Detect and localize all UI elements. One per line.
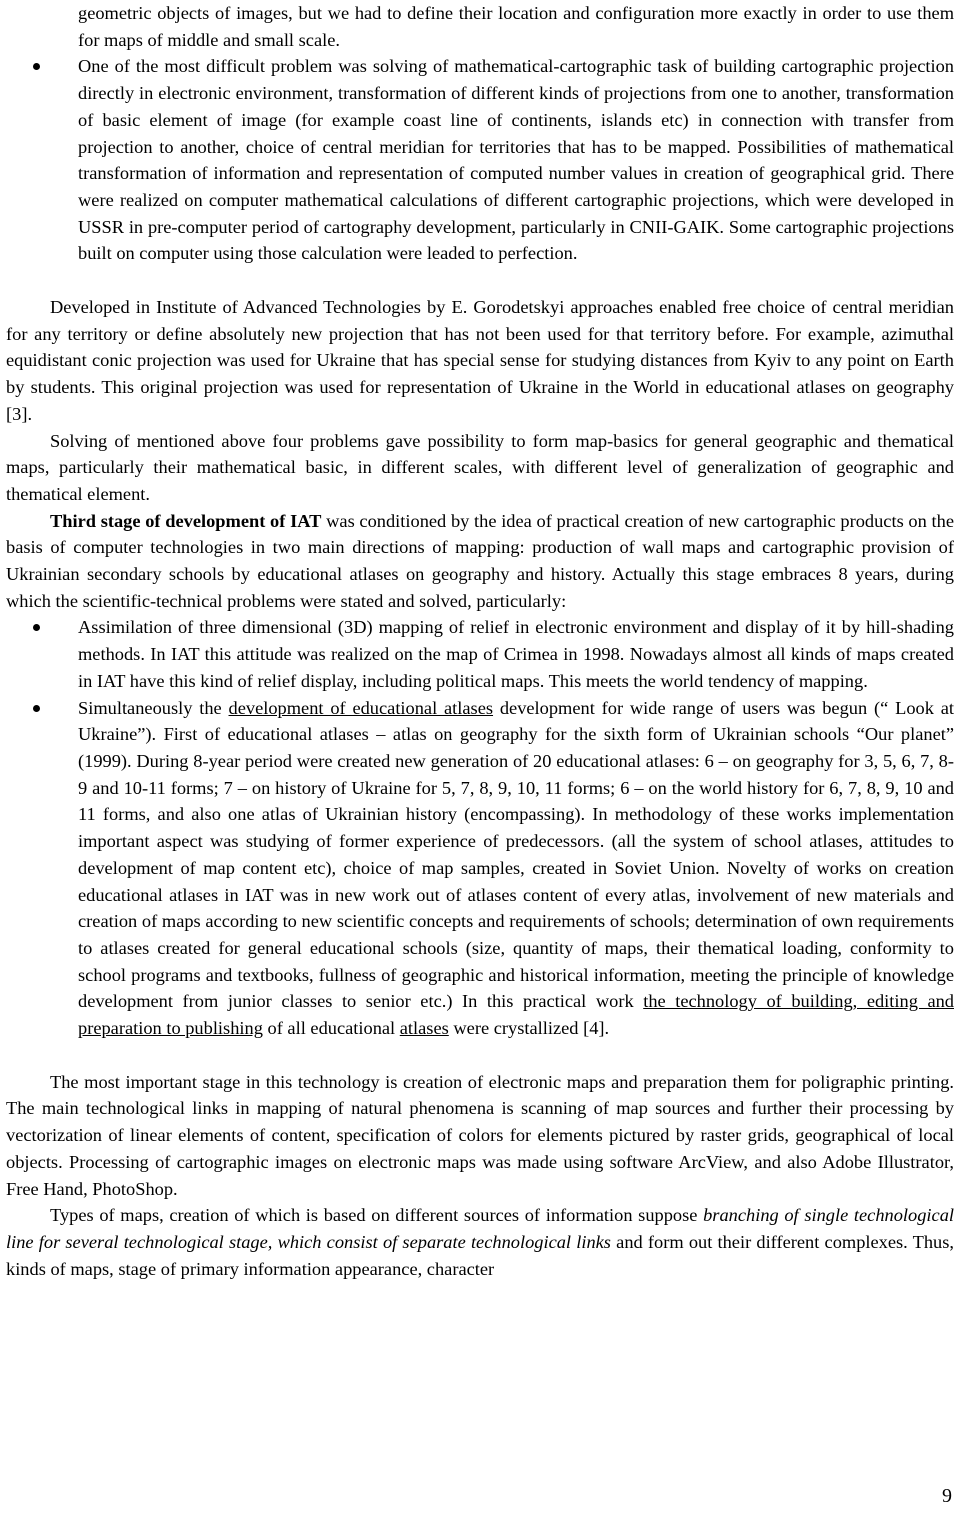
paragraph-continuation: geometric objects of images, but we had to define their location and configuration more exactly in order to use them for maps of middle and small scale. — [78, 3, 954, 50]
paragraph-gorodetskyi: Developed in Institute of Advanced Technologies by E. Gorodetskyi approaches enabled free choice of central meridian for any territory or define absolutely new projection that has not been used for that territory before. For example, azimuthal equidistant conic projection was used for Ukraine that has special sense for studying distances from Kyiv to any point on Earth by students. This original projection was used for representation of Ukraine in the World in educational atlases on geography [3]. — [6, 297, 954, 424]
underlined-phrase: the technology of building, editing and preparation to publishing — [78, 991, 954, 1039]
paragraph-text-part: Types of maps, creation of which is based on different sources of information suppose — [50, 1205, 704, 1226]
bullet-text: Assimilation of three dimensional (3D) mapping of relief in electronic environment and display of it by hill-shading methods. In IAT this attitude was realized on the map of Crimea in 1998. Nowadays almost all kinds of maps created in IAT have this kind of relief display, including political maps. This meets the world tendency of mapping. — [78, 617, 954, 691]
bullet-text-part: of all educational — [262, 1018, 400, 1039]
underlined-phrase: development of educational atlases — [228, 697, 494, 718]
paragraph-types-of-maps — [6, 1202, 954, 1282]
third-stage-heading: Third stage of development of IAT — [50, 510, 322, 531]
paragraph-third-stage — [6, 508, 954, 615]
bullet-text-part: were crystallized [4]. — [448, 1018, 610, 1039]
paragraph-four-problems: Solving of mentioned above four problems gave possibility to form map-basics for general geographic and thematical maps, particularly their mathematical basic, in different scales, with different level of generalization of geographic and thematical element. — [6, 430, 954, 504]
bullet-icon — [33, 63, 40, 70]
bullet-text-part: development for wide range of users was begun (“ Look at Ukraine”). First of educational atlases – atlas on geography for the sixth form of Ukrainian schools “Our planet” (1999). During 8-year period were created new generation of 20 educational atlases: 6 – on geography for 3, 5, 6, 7, 8-9 and 10-11 forms; 7 – on history of Ukraine for 5, 7, 8, 9, 10, 11 forms; 6 – on the world history for 6, 7, 8, 9, 10 and 11 forms, and also one atlas of Ukrainian history (encompassing). In methodology of these works implementation important aspect was studying of former experience of predecessors. (all the system of school atlases, attitudes to development of map content etc), choice of map samples, created in Soviet Union. Novelty of works on creation educational atlases in IAT was in new work out of atlases content of every atlas, involvement of new materials and creation of maps according to new scientific concepts and requirements of schools; determination of own requirements to atlases created for general educational schools (size, quantity of maps, their thematical loading, conformity to school programs and textbooks, fullness of geographic and historical information, meeting the principle of knowledge development from junior classes to senior etc.) In this practical work — [78, 697, 954, 1012]
bullet-icon — [33, 624, 40, 631]
bullet-text-part: Simultaneously the — [78, 697, 229, 718]
italic-phrase: branching of single technological line for several technological stage, which consist of separate technological links — [6, 1205, 955, 1252]
bullet-icon — [33, 705, 40, 712]
bullet-list-third-stage — [6, 614, 954, 1041]
bullet-text: One of the most difficult problem was solving of mathematical-cartographic task of building cartographic projection directly in electronic environment, transformation of different kinds of projections from one to another, transformation of basic element of image (for example coast line of continents, islands etc) in connection with transfer from projection to another, choice of central meridian for territories that has to be mapped. Possibilities of mathematical transformation of information and representation of computed number values in creation of geographical grid. There were realized on computer mathematical calculations of different cartographic projections, which were developed in USSR in pre-computer period of cartography development, particularly in CNII-GAIK. Some cartographic projections built on computer using those calculation were leaded to perfection. — [78, 56, 954, 264]
third-stage-text: was conditioned by the idea of practical creation of new cartographic products on the basis of computer technologies in two main directions of mapping: production of wall maps and cartographic provision of Ukrainian secondary schools by educational atlases on geography and history. Actually this stage embraces 8 years, during which the scientific-technical problems were stated and solved, particularly: — [6, 510, 954, 611]
paragraph-electronic-maps: The most important stage in this technology is creation of electronic maps and preparation them for poligraphic printing. The main technological links in mapping of natural phenomena is scanning of map sources and further their processing by vectorization of linear elements of content, specification of colors for elements pictured by raster grids, geographical of local objects. Processing of cartographic images on electronic maps was made using software ArcView, and also Adobe Illustrator, Free Hand, PhotoShop. — [6, 1071, 954, 1199]
underlined-phrase: atlases — [399, 1018, 449, 1039]
bullet-item-3d-relief — [6, 614, 954, 694]
document-page — [6, 0, 954, 1282]
paragraph-text-part: and form out their different complexes. Thus, kinds of maps, stage of primary information appearance, character — [6, 1231, 955, 1279]
bullet-item-projection-problem — [6, 53, 954, 267]
page-number: 9 — [942, 1485, 952, 1507]
bullet-item-educational-atlases — [6, 695, 954, 1042]
bullet-list-problems — [6, 53, 954, 267]
